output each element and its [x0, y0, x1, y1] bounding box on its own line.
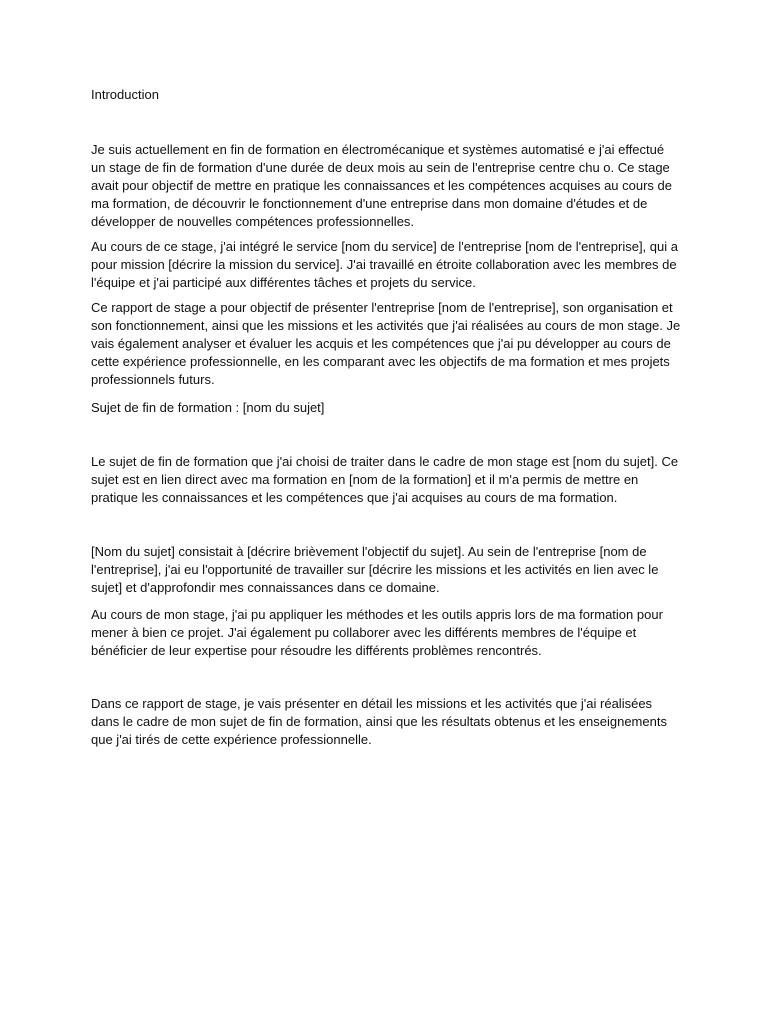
paragraph-subject: Le sujet de fin de formation que j'ai choisi de traiter dans le cadre de mon stage est [nom du sujet]. Ce sujet est en lien direct avec ma formation en [nom de la formation] et il m'a permis de mettre en pratique les connaissances et les compétences que j'ai acquises au cours de ma formation. — [91, 454, 679, 505]
paragraph-service: Au cours de ce stage, j'ai intégré le service [nom du service] de l'entreprise [nom de l'entreprise], qui a pour mission [décrire la mission du service]. J'ai travaillé en étroite collaboration avec les membres de l'équipe et j'ai participé aux différentes tâches et projets du service. — [91, 239, 678, 290]
paragraph-subject-detail: [Nom du sujet] consistait à [décrire brièvement l'objectif du sujet]. Au sein de l'entreprise [nom de l'entreprise], j'ai eu l'opportunité de travailler sur [décrire les missions et les activités en lien avec le sujet] et d'approfondir mes connaissances dans ce domaine. — [91, 544, 659, 595]
paragraph-conclusion: Dans ce rapport de stage, je vais présenter en détail les missions et les activités que j'ai réalisées dans le cadre de mon sujet de fin de formation, ainsi que les résultats obtenus et les enseignements que j'ai tirés de cette expérience professionnelle. — [91, 696, 667, 747]
paragraph-intro: Je suis actuellement en fin de formation en électromécanique et systèmes automatisé e j'ai effectué un stage de fin de formation d'une durée de deux mois au sein de l'entreprise centre chu o. Ce stage avait pour objectif de mettre en pratique les connaissances et les compétences acquises au cours de ma formation, de découvrir le fonctionnement d'une entreprise dans mon domaine d'études et de développer de nouvelles compétences professionnelles. — [91, 142, 673, 229]
subject-title: Sujet de fin de formation : [nom du sujet] — [91, 400, 325, 415]
paragraph-objective: Ce rapport de stage a pour objectif de présenter l'entreprise [nom de l'entreprise], son organisation et son fonctionnement, ainsi que les missions et les activités que j'ai réalisées au cours de mon stage. Je vais également analyser et évaluer les acquis et les compétences que j'ai pu développer au cours de cette expérience professionnelle, en les comparant avec les objectifs de ma formation et mes projets professionnels futurs. — [91, 300, 681, 387]
document-heading: Introduction — [91, 87, 159, 102]
paragraph-methods: Au cours de mon stage, j'ai pu appliquer les méthodes et les outils appris lors de ma formation pour mener à bien ce projet. J'ai également pu collaborer avec les différents membres de l'équipe et bénéficier de leur expertise pour résoudre les différents problèmes rencontrés. — [91, 607, 663, 658]
